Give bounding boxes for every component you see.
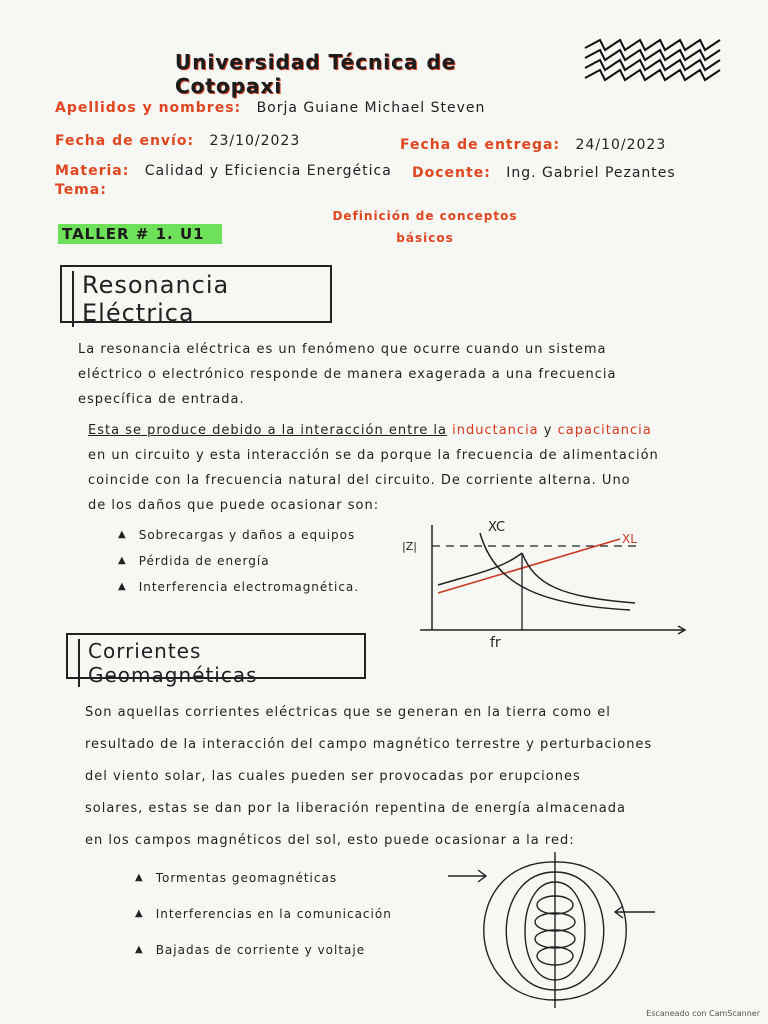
bullet-text: Interferencia electromagnética. xyxy=(138,580,360,594)
list-item xyxy=(118,522,408,548)
xl-label: XL xyxy=(622,532,637,546)
geomagnetic-line-1: Son aquellas corrientes eléctricas que se generan en la tierra como el xyxy=(85,705,611,720)
university-title: Universidad Técnica de Cotopaxi xyxy=(175,50,457,98)
triangle-bullet-icon: ▲ xyxy=(118,555,127,566)
list-item xyxy=(135,932,435,968)
geomagnetic-line-2: resultado de la interacción del campo magnético terrestre y perturbaciones xyxy=(85,737,653,752)
magnetic-field-sketch xyxy=(440,850,660,1010)
xc-curve xyxy=(480,533,630,610)
info-row-subject xyxy=(55,163,392,179)
resonance-p2-line-3: coincide con la frecuencia natural del circuito. De corriente alterna. Uno xyxy=(88,473,631,488)
z-label: |Z| xyxy=(402,540,417,553)
info-row-names xyxy=(55,100,485,116)
send-date-label: Fecha de envío: xyxy=(55,133,195,149)
resonance-p2-line-1 xyxy=(88,418,748,443)
info-row-topic xyxy=(55,182,117,198)
capacitance-word: capacitancia xyxy=(557,423,652,438)
teacher-label: Docente: xyxy=(412,165,491,181)
list-item xyxy=(118,548,408,574)
resonance-sketch xyxy=(400,515,690,655)
list-item xyxy=(135,896,435,932)
resonance-p2-start: Esta se produce debido a la interacción entre la xyxy=(88,423,447,438)
geomagnetic-line-4: solares, estas se dan por la liberación repentina de energía almacenada xyxy=(85,801,626,816)
names-value: Borja Guiane Michael Steven xyxy=(256,100,486,116)
section-geomagnetic-title: Corrientes Geomagnéticas xyxy=(78,639,354,687)
triangle-bullet-icon: ▲ xyxy=(118,529,127,540)
scanner-watermark: Escaneado con CamScanner xyxy=(646,1009,760,1018)
resonance-bullets xyxy=(118,522,408,600)
info-row-delivery-date xyxy=(400,137,666,153)
names-label: Apellidos y nombres: xyxy=(55,100,242,116)
bullet-text: Interferencias en la comunicación xyxy=(155,907,392,921)
bullet-text: Sobrecargas y daños a equipos xyxy=(138,528,356,542)
section-resonance-title: Resonancia Eléctrica xyxy=(72,271,320,327)
bullet-text: Pérdida de energía xyxy=(138,554,270,568)
section-resonance-title-box xyxy=(60,265,332,327)
info-row-send-date xyxy=(55,133,300,149)
xc-inner-curve xyxy=(522,553,635,603)
delivery-date-label: Fecha de entrega: xyxy=(400,137,561,153)
bullet-text: Bajadas de corriente y voltaje xyxy=(155,943,366,957)
inductance-word: inductancia xyxy=(452,423,539,438)
resonance-line-3: específica de entrada. xyxy=(78,392,245,407)
info-row-teacher xyxy=(412,165,676,181)
resonance-p2-line-4: de los daños que puede ocasionar son: xyxy=(88,498,380,513)
teacher-value: Ing. Gabriel Pezantes xyxy=(506,165,676,181)
section-geomagnetic-title-box xyxy=(66,633,366,687)
send-date-value: 23/10/2023 xyxy=(209,133,301,149)
list-item xyxy=(135,860,435,896)
topic-label: Tema: xyxy=(55,182,107,198)
bullet-text: Tormentas geomagnéticas xyxy=(155,871,338,885)
taller-highlight: TALLER # 1. U1 xyxy=(58,224,222,244)
fr-label: fr xyxy=(490,635,501,651)
triangle-bullet-icon: ▲ xyxy=(135,872,144,883)
topic-title: Definición de conceptos básicos xyxy=(332,209,518,245)
xc-label: XC xyxy=(488,520,506,535)
resonance-paragraph-2 xyxy=(88,418,748,518)
geomagnetic-line-3: del viento solar, las cuales pueden ser provocadas por erupciones xyxy=(85,769,581,784)
subject-label: Materia: xyxy=(55,163,130,179)
subject-value: Calidad y Eficiencia Energética xyxy=(144,163,392,179)
resonance-line-2: eléctrico o electrónico responde de manera exagerada a una frecuencia xyxy=(78,367,617,382)
triangle-bullet-icon: ▲ xyxy=(135,944,144,955)
triangle-bullet-icon: ▲ xyxy=(118,581,127,592)
resonance-paragraph-1 xyxy=(78,337,738,412)
delivery-date-value: 24/10/2023 xyxy=(575,137,667,153)
geomagnetic-paragraph xyxy=(85,697,745,857)
and-word: y xyxy=(543,423,553,438)
geomagnetic-line-5: en los campos magnéticos del sol, esto puede ocasionar a la red: xyxy=(85,833,575,848)
resonance-p2-line-2: en un circuito y esta interacción se da porque la frecuencia de alimentación xyxy=(88,448,659,463)
triangle-bullet-icon: ▲ xyxy=(135,908,144,919)
list-item xyxy=(118,574,408,600)
geomagnetic-bullets xyxy=(135,860,435,968)
scribble-mark xyxy=(580,36,730,86)
resonance-line-1: La resonancia eléctrica es un fenómeno que ocurre cuando un sistema xyxy=(78,342,607,357)
